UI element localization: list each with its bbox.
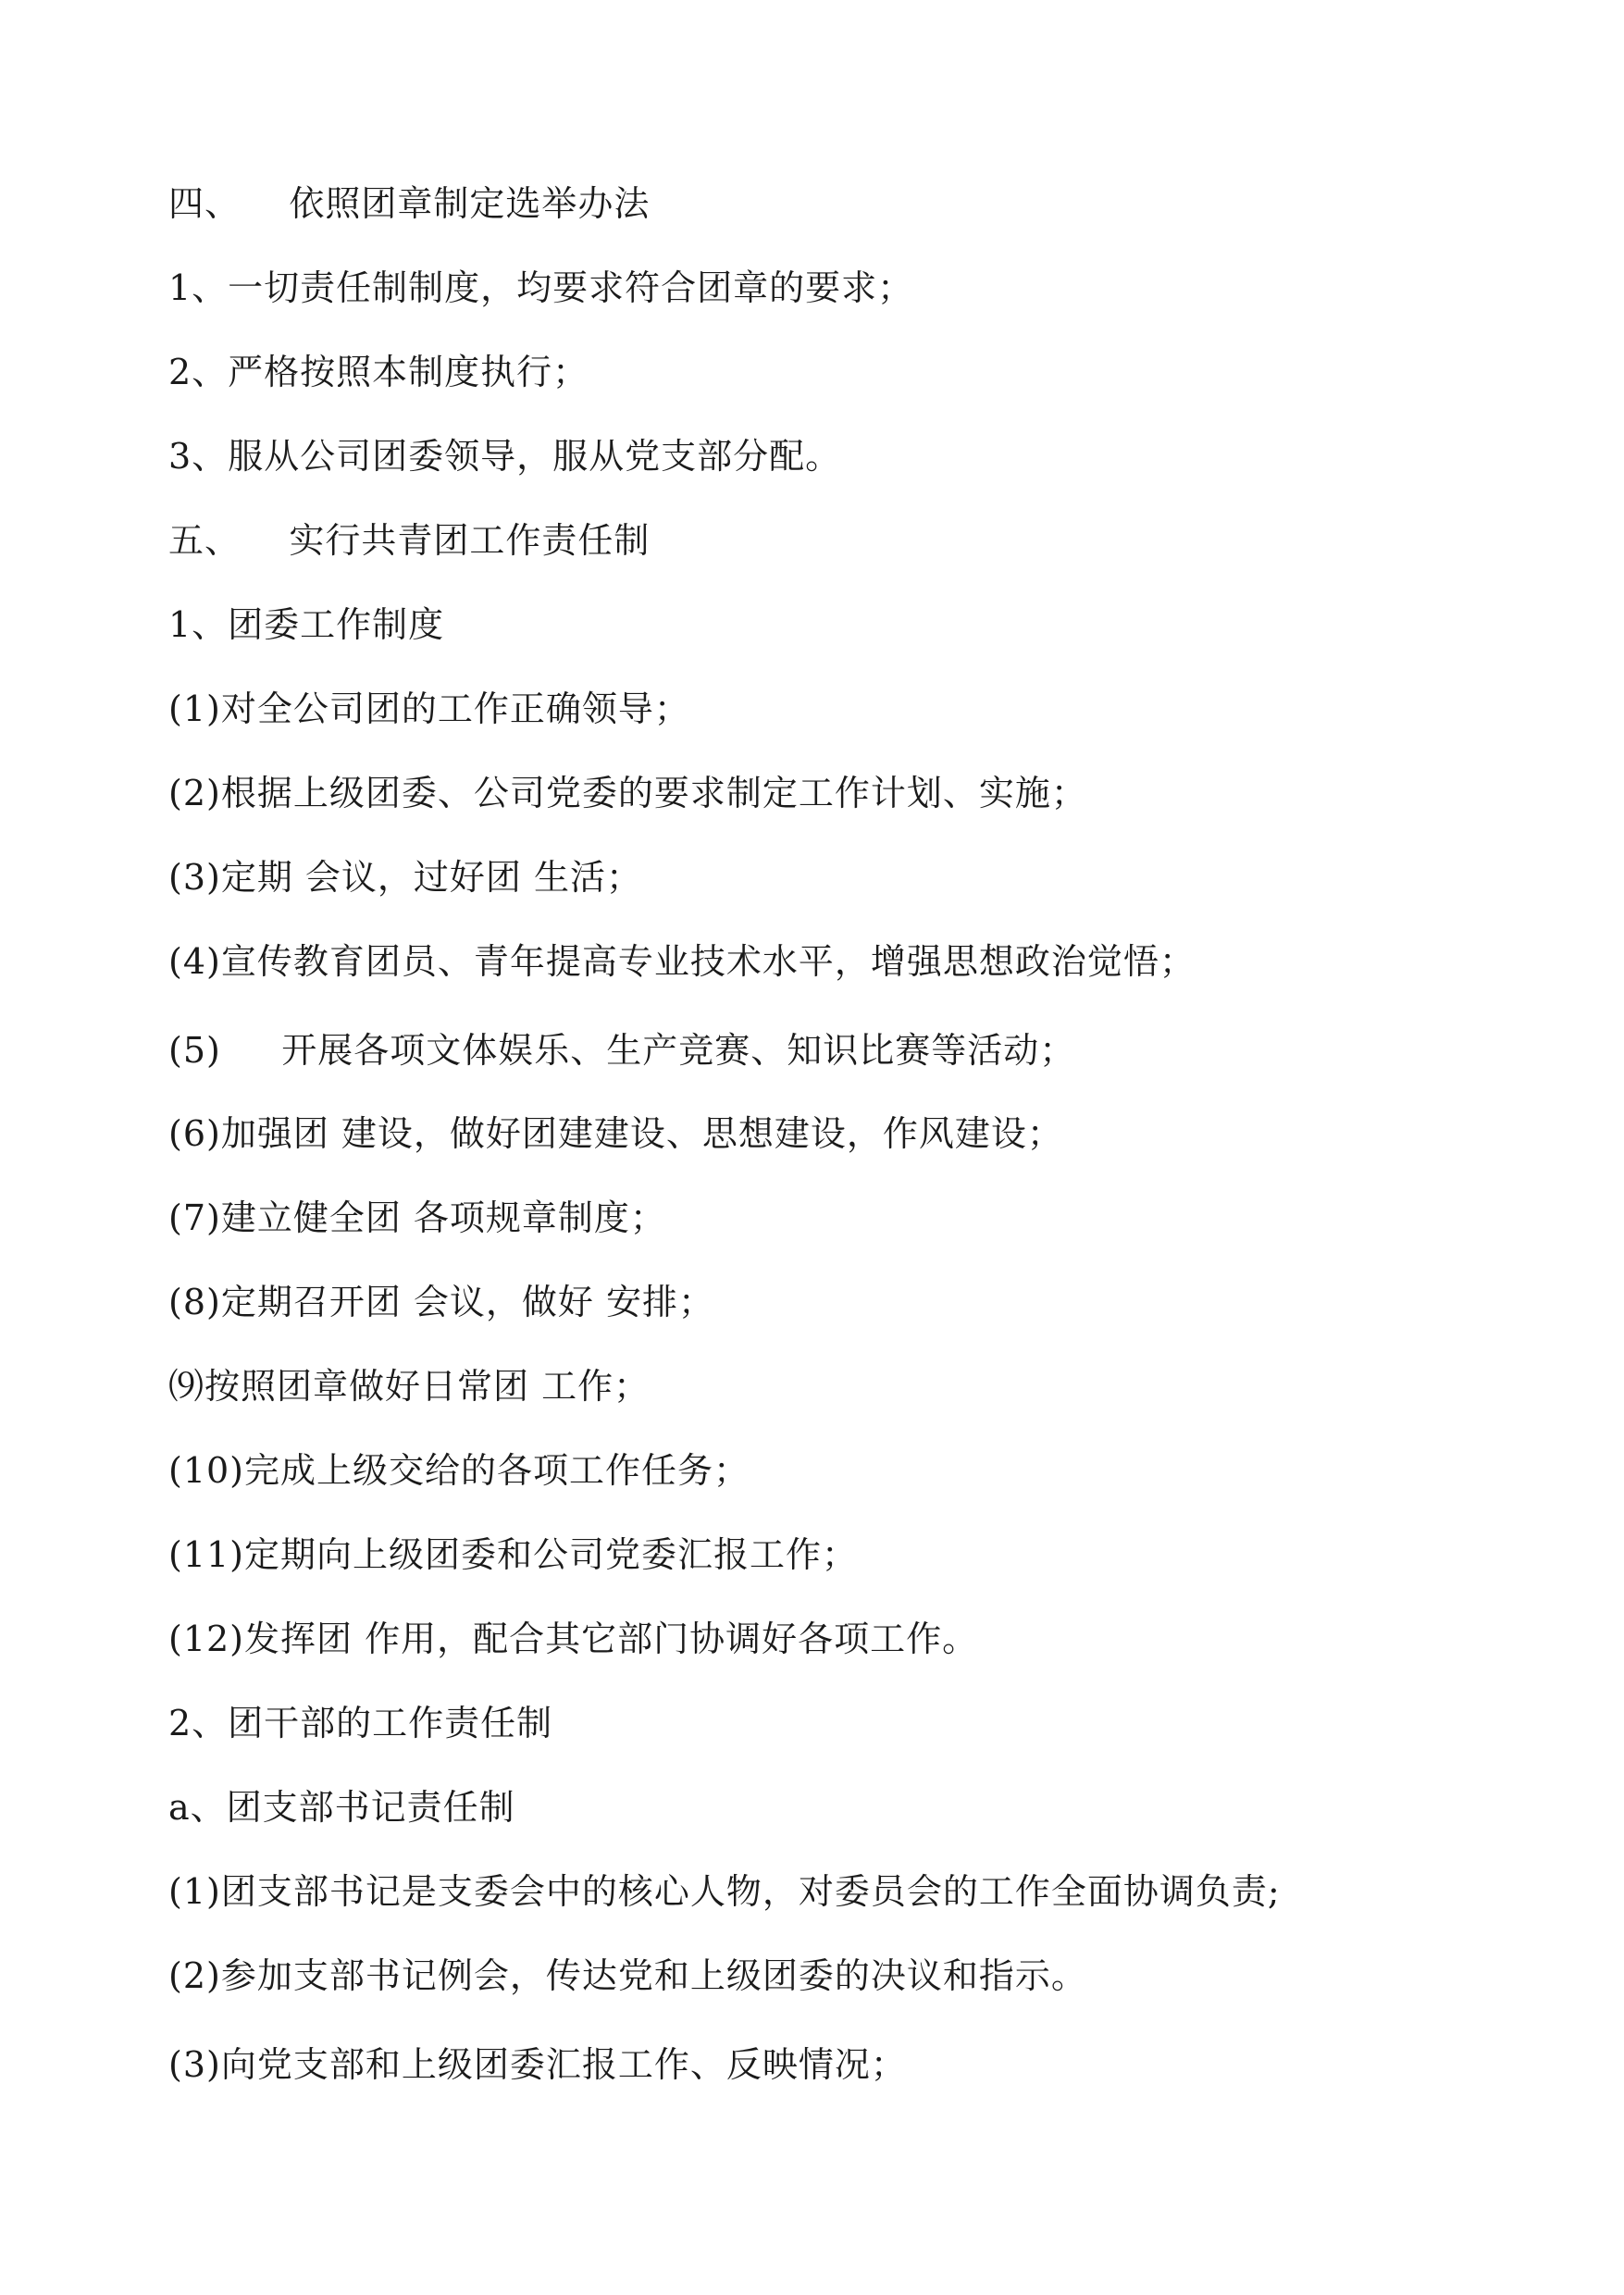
section-heading-5: 五、 实行共青团工作责任制 <box>168 520 651 561</box>
list-item: (1)团支部书记是支委会中的核心人物，对委员会的工作全面协调负责; <box>168 1871 1281 1912</box>
list-item: ⑼按照团章做好日常团 工作； <box>168 1366 651 1407</box>
list-item: (4)宣传教育团员、青年提高专业技术水平，增强思想政治觉悟； <box>168 941 1196 982</box>
list-item: (7)建立健全团 各项规章制度； <box>168 1197 666 1238</box>
list-item: (3)定期 会议，过好团 生活； <box>168 857 642 898</box>
paragraph-line: 2、严格按照本制度执行； <box>168 352 589 392</box>
list-item: (6)加强团 建设，做好团建建设、思想建设，作风建设； <box>168 1113 1063 1154</box>
subsection-heading: 2、团干部的工作责任制 <box>168 1703 553 1743</box>
section-heading-4: 四、 依照团章制定选举办法 <box>168 183 651 224</box>
list-item: (5) 开展各项文体娱乐、生产竞赛、知识比赛等活动； <box>168 1030 1076 1071</box>
list-item: (11)定期向上级团委和公司党委汇报工作； <box>168 1534 859 1575</box>
list-item: (12)发挥团 作用，配合其它部门协调好各项工作。 <box>168 1619 979 1659</box>
subsection-heading: 1、团委工作制度 <box>168 604 445 645</box>
list-item: (2)根据上级团委、公司党委的要求制定工作计划、实施； <box>168 773 1087 813</box>
paragraph-line: 3、服从公司团委领导，服从党支部分配。 <box>168 436 842 477</box>
paragraph-line: 1、一切责任制制度，均要求符合团章的要求； <box>168 267 914 308</box>
list-item: (3)向党支部和上级团委汇报工作、反映情况； <box>168 2044 907 2085</box>
list-item: (2)参加支部书记例会，传达党和上级团委的决议和指示。 <box>168 1955 1087 1996</box>
subsection-heading: a、团支部书记责任制 <box>168 1787 515 1828</box>
list-item: (8)定期召开团 会议，做好 安排； <box>168 1282 714 1322</box>
list-item: (1)对全公司团的工作正确领导； <box>168 688 690 729</box>
list-item: (10)完成上级交给的各项工作任务； <box>168 1450 750 1491</box>
